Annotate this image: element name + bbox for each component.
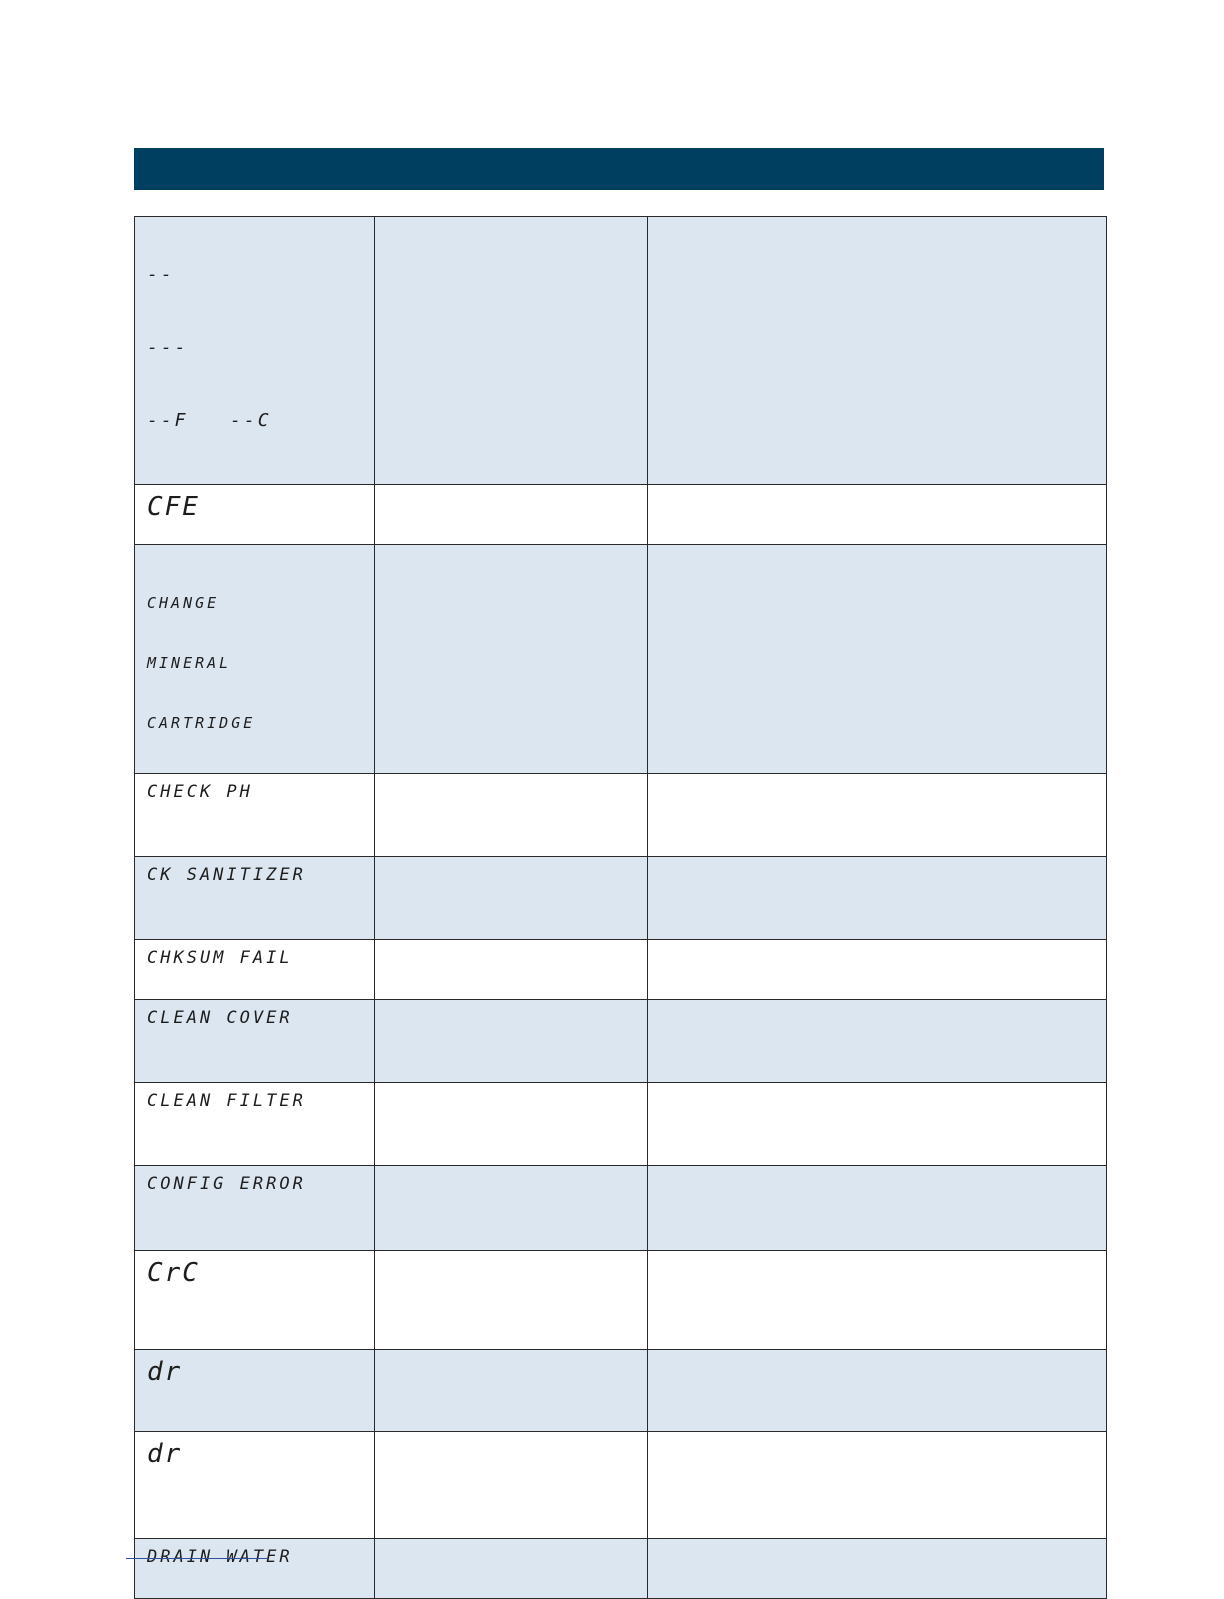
display-text: DRAIN WATER [147, 1547, 293, 1567]
cause-cell [375, 774, 648, 857]
action-cell [648, 1000, 1107, 1083]
table-row [135, 485, 1107, 545]
display-text: CHANGE [147, 594, 220, 612]
cause-cell [375, 1539, 648, 1599]
action-cell [648, 217, 1107, 485]
table-row [135, 217, 1107, 485]
display-text: dr [147, 1439, 183, 1469]
display-text: CHECK PH [147, 782, 253, 802]
display-text: MINERAL [147, 654, 232, 672]
action-cell [648, 1539, 1107, 1599]
table-row [135, 1350, 1107, 1432]
display-cell [135, 1350, 375, 1432]
table-row [135, 1166, 1107, 1251]
display-cell [135, 1166, 375, 1251]
action-cell [648, 774, 1107, 857]
cause-cell [375, 940, 648, 1000]
display-cell [135, 485, 375, 545]
display-cell [135, 217, 375, 485]
table-row [135, 545, 1107, 774]
table-row [135, 1251, 1107, 1350]
display-text: CLEAN COVER [147, 1008, 293, 1028]
action-cell [648, 857, 1107, 940]
section-header-bar [134, 148, 1104, 190]
table-row [135, 1083, 1107, 1166]
display-text: CFE [147, 492, 200, 522]
action-cell [648, 1432, 1107, 1539]
display-cell [135, 857, 375, 940]
cause-cell [375, 857, 648, 940]
cause-cell [375, 485, 648, 545]
display-text: CHKSUM FAIL [147, 948, 293, 968]
table-row [135, 857, 1107, 940]
cause-cell [375, 1350, 648, 1432]
display-text: CARTRIDGE [147, 714, 256, 732]
action-cell [648, 485, 1107, 545]
table-row [135, 1432, 1107, 1539]
display-cell [135, 1083, 375, 1166]
display-cell [135, 940, 375, 1000]
display-text: --- [147, 337, 189, 358]
cause-cell [375, 217, 648, 485]
display-text: CK SANITIZER [147, 865, 306, 885]
display-text: -- [147, 264, 175, 285]
diagnostic-messages-table [134, 216, 1107, 1599]
display-cell [135, 774, 375, 857]
action-cell [648, 1350, 1107, 1432]
table-row [135, 1539, 1107, 1599]
display-cell [135, 1251, 375, 1350]
cause-cell [375, 545, 648, 774]
action-cell [648, 940, 1107, 1000]
cause-cell [375, 1432, 648, 1539]
table-row [135, 774, 1107, 857]
display-cell [135, 1432, 375, 1539]
cause-cell [375, 1000, 648, 1083]
action-cell [648, 1083, 1107, 1166]
display-text: dr [147, 1357, 183, 1387]
table-row [135, 940, 1107, 1000]
display-text: CONFIG ERROR [147, 1174, 306, 1194]
action-cell [648, 545, 1107, 774]
display-cell [135, 545, 375, 774]
display-text: --F --C [147, 410, 272, 431]
display-cell [135, 1000, 375, 1083]
table-row [135, 1000, 1107, 1083]
cause-cell [375, 1083, 648, 1166]
cause-cell [375, 1251, 648, 1350]
display-text: CLEAN FILTER [147, 1091, 306, 1111]
display-cell [135, 1539, 375, 1599]
display-text: CrC [147, 1258, 200, 1288]
action-cell [648, 1166, 1107, 1251]
cause-cell [375, 1166, 648, 1251]
action-cell [648, 1251, 1107, 1350]
footnote-divider [126, 1558, 267, 1559]
